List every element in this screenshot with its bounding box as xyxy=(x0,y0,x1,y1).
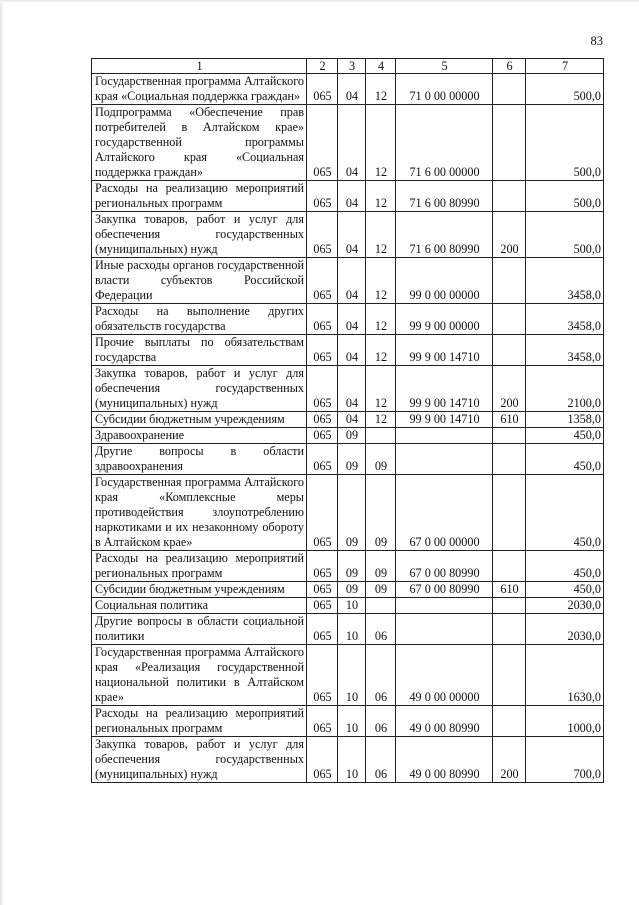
table-row xyxy=(92,614,604,645)
target-article-code: 99 9 00 14710 xyxy=(396,412,493,428)
table-body xyxy=(92,74,604,783)
amount: 500,0 xyxy=(526,212,604,258)
column-header: 4 xyxy=(366,59,396,74)
expense-type-code xyxy=(493,444,526,475)
row-name: Расходы на выполнение других обязательств государства xyxy=(92,304,307,335)
column-header: 5 xyxy=(396,59,493,74)
column-header: 2 xyxy=(307,59,338,74)
target-article-code: 49 0 00 80990 xyxy=(396,737,493,783)
subsection-code: 09 xyxy=(366,475,396,551)
row-name: Социальная политика xyxy=(92,598,307,614)
section-code: 04 xyxy=(338,181,366,212)
expense-type-code xyxy=(493,551,526,582)
amount: 1000,0 xyxy=(526,706,604,737)
amount: 500,0 xyxy=(526,74,604,105)
section-code: 04 xyxy=(338,212,366,258)
admin-code: 065 xyxy=(307,582,338,598)
target-article-code: 71 0 00 00000 xyxy=(396,74,493,105)
row-name: Государственная программа Алтайского края «Комплексные меры противодействия злоупотреблению наркотиками и их незаконному обороту в Алтайском крае» xyxy=(92,475,307,551)
row-name: Закупка товаров, работ и услуг для обеспечения государственных (муниципальных) нужд xyxy=(92,212,307,258)
row-name: Иные расходы органов государственной власти субъектов Российской Федерации xyxy=(92,258,307,304)
expense-type-code xyxy=(493,335,526,366)
admin-code: 065 xyxy=(307,412,338,428)
admin-code: 065 xyxy=(307,181,338,212)
table-row xyxy=(92,212,604,258)
section-code: 04 xyxy=(338,304,366,335)
row-name: Другие вопросы в области здравоохранения xyxy=(92,444,307,475)
expense-type-code xyxy=(493,645,526,706)
amount: 2100,0 xyxy=(526,366,604,412)
target-article-code xyxy=(396,428,493,444)
row-name: Расходы на реализацию мероприятий региональных программ xyxy=(92,706,307,737)
section-code: 04 xyxy=(338,105,366,181)
expense-type-code xyxy=(493,475,526,551)
row-name: Подпрограмма «Обеспечение прав потребителей в Алтайском крае» государственной программы Алтайского края «Социальная поддержка граждан» xyxy=(92,105,307,181)
subsection-code: 06 xyxy=(366,706,396,737)
row-name: Государственная программа Алтайского края «Социальная поддержка граждан» xyxy=(92,74,307,105)
table-row xyxy=(92,74,604,105)
subsection-code: 06 xyxy=(366,737,396,783)
admin-code: 065 xyxy=(307,366,338,412)
subsection-code: 12 xyxy=(366,304,396,335)
section-code: 09 xyxy=(338,475,366,551)
subsection-code: 09 xyxy=(366,551,396,582)
amount: 2030,0 xyxy=(526,614,604,645)
expense-type-code: 610 xyxy=(493,582,526,598)
row-name: Закупка товаров, работ и услуг для обеспечения государственных (муниципальных) нужд xyxy=(92,737,307,783)
admin-code: 065 xyxy=(307,428,338,444)
admin-code: 065 xyxy=(307,475,338,551)
table-row xyxy=(92,181,604,212)
expense-type-code xyxy=(493,304,526,335)
section-code: 09 xyxy=(338,551,366,582)
admin-code: 065 xyxy=(307,737,338,783)
budget-table xyxy=(91,58,604,783)
amount: 450,0 xyxy=(526,475,604,551)
row-name: Расходы на реализацию мероприятий региональных программ xyxy=(92,551,307,582)
table-row xyxy=(92,304,604,335)
target-article-code: 49 0 00 00000 xyxy=(396,645,493,706)
section-code: 09 xyxy=(338,582,366,598)
expense-type-code xyxy=(493,706,526,737)
section-code: 04 xyxy=(338,74,366,105)
expense-type-code xyxy=(493,258,526,304)
amount: 450,0 xyxy=(526,428,604,444)
expense-type-code: 200 xyxy=(493,212,526,258)
amount: 3458,0 xyxy=(526,304,604,335)
header-row xyxy=(92,59,604,74)
section-code: 09 xyxy=(338,444,366,475)
subsection-code: 12 xyxy=(366,105,396,181)
target-article-code: 49 0 00 80990 xyxy=(396,706,493,737)
subsection-code: 12 xyxy=(366,366,396,412)
subsection-code: 06 xyxy=(366,645,396,706)
page-number: 83 xyxy=(590,34,603,48)
target-article-code: 99 9 00 00000 xyxy=(396,304,493,335)
expense-type-code xyxy=(493,181,526,212)
target-article-code: 67 0 00 80990 xyxy=(396,551,493,582)
column-header: 3 xyxy=(338,59,366,74)
subsection-code: 12 xyxy=(366,258,396,304)
table-row xyxy=(92,412,604,428)
section-code: 04 xyxy=(338,258,366,304)
subsection-code: 09 xyxy=(366,582,396,598)
table-row xyxy=(92,475,604,551)
amount: 1630,0 xyxy=(526,645,604,706)
section-code: 04 xyxy=(338,335,366,366)
admin-code: 065 xyxy=(307,551,338,582)
section-code: 10 xyxy=(338,598,366,614)
target-article-code xyxy=(396,614,493,645)
row-name: Закупка товаров, работ и услуг для обеспечения государственных (муниципальных) нужд xyxy=(92,366,307,412)
row-name: Расходы на реализацию мероприятий региональных программ xyxy=(92,181,307,212)
row-name: Субсидии бюджетным учреждениям xyxy=(92,412,307,428)
target-article-code xyxy=(396,444,493,475)
target-article-code: 71 6 00 80990 xyxy=(396,212,493,258)
target-article-code: 99 9 00 14710 xyxy=(396,366,493,412)
row-name: Субсидии бюджетным учреждениям xyxy=(92,582,307,598)
section-code: 04 xyxy=(338,412,366,428)
column-header: 7 xyxy=(526,59,604,74)
admin-code: 065 xyxy=(307,212,338,258)
expense-type-code: 610 xyxy=(493,412,526,428)
amount: 700,0 xyxy=(526,737,604,783)
row-name: Прочие выплаты по обязательствам государства xyxy=(92,335,307,366)
admin-code: 065 xyxy=(307,706,338,737)
expense-type-code: 200 xyxy=(493,737,526,783)
admin-code: 065 xyxy=(307,645,338,706)
amount: 2030,0 xyxy=(526,598,604,614)
subsection-code: 12 xyxy=(366,335,396,366)
target-article-code: 71 6 00 00000 xyxy=(396,105,493,181)
amount: 1358,0 xyxy=(526,412,604,428)
amount: 500,0 xyxy=(526,105,604,181)
section-code: 10 xyxy=(338,614,366,645)
target-article-code: 99 9 00 14710 xyxy=(396,335,493,366)
admin-code: 065 xyxy=(307,335,338,366)
target-article-code: 99 0 00 00000 xyxy=(396,258,493,304)
admin-code: 065 xyxy=(307,74,338,105)
admin-code: 065 xyxy=(307,105,338,181)
admin-code: 065 xyxy=(307,444,338,475)
table-row xyxy=(92,258,604,304)
table-row xyxy=(92,335,604,366)
page-edge-top xyxy=(0,0,639,3)
section-code: 10 xyxy=(338,706,366,737)
column-header: 6 xyxy=(493,59,526,74)
subsection-code: 09 xyxy=(366,444,396,475)
amount: 500,0 xyxy=(526,181,604,212)
admin-code: 065 xyxy=(307,258,338,304)
target-article-code: 67 0 00 00000 xyxy=(396,475,493,551)
subsection-code: 12 xyxy=(366,181,396,212)
amount: 450,0 xyxy=(526,551,604,582)
amount: 3458,0 xyxy=(526,258,604,304)
table-row xyxy=(92,645,604,706)
expense-type-code xyxy=(493,74,526,105)
row-name: Государственная программа Алтайского края «Реализация государственной национальной политики в Алтайском крае» xyxy=(92,645,307,706)
subsection-code xyxy=(366,598,396,614)
expense-type-code xyxy=(493,614,526,645)
table-row xyxy=(92,598,604,614)
admin-code: 065 xyxy=(307,304,338,335)
section-code: 04 xyxy=(338,366,366,412)
target-article-code: 71 6 00 80990 xyxy=(396,181,493,212)
table-row xyxy=(92,737,604,783)
target-article-code: 67 0 00 80990 xyxy=(396,582,493,598)
admin-code: 065 xyxy=(307,614,338,645)
section-code: 09 xyxy=(338,428,366,444)
expense-type-code xyxy=(493,105,526,181)
table-row xyxy=(92,706,604,737)
table-row xyxy=(92,551,604,582)
table-row xyxy=(92,428,604,444)
expense-type-code xyxy=(493,598,526,614)
table-row xyxy=(92,366,604,412)
amount: 3458,0 xyxy=(526,335,604,366)
section-code: 10 xyxy=(338,645,366,706)
subsection-code xyxy=(366,428,396,444)
table-row xyxy=(92,582,604,598)
row-name: Здравоохранение xyxy=(92,428,307,444)
table-row xyxy=(92,105,604,181)
target-article-code xyxy=(396,598,493,614)
column-header: 1 xyxy=(92,59,307,74)
amount: 450,0 xyxy=(526,582,604,598)
subsection-code: 06 xyxy=(366,614,396,645)
row-name: Другие вопросы в области социальной политики xyxy=(92,614,307,645)
subsection-code: 12 xyxy=(366,74,396,105)
amount: 450,0 xyxy=(526,444,604,475)
admin-code: 065 xyxy=(307,598,338,614)
expense-type-code: 200 xyxy=(493,366,526,412)
subsection-code: 12 xyxy=(366,212,396,258)
section-code: 10 xyxy=(338,737,366,783)
expense-type-code xyxy=(493,428,526,444)
page-edge xyxy=(0,0,4,905)
table-row xyxy=(92,444,604,475)
subsection-code: 12 xyxy=(366,412,396,428)
